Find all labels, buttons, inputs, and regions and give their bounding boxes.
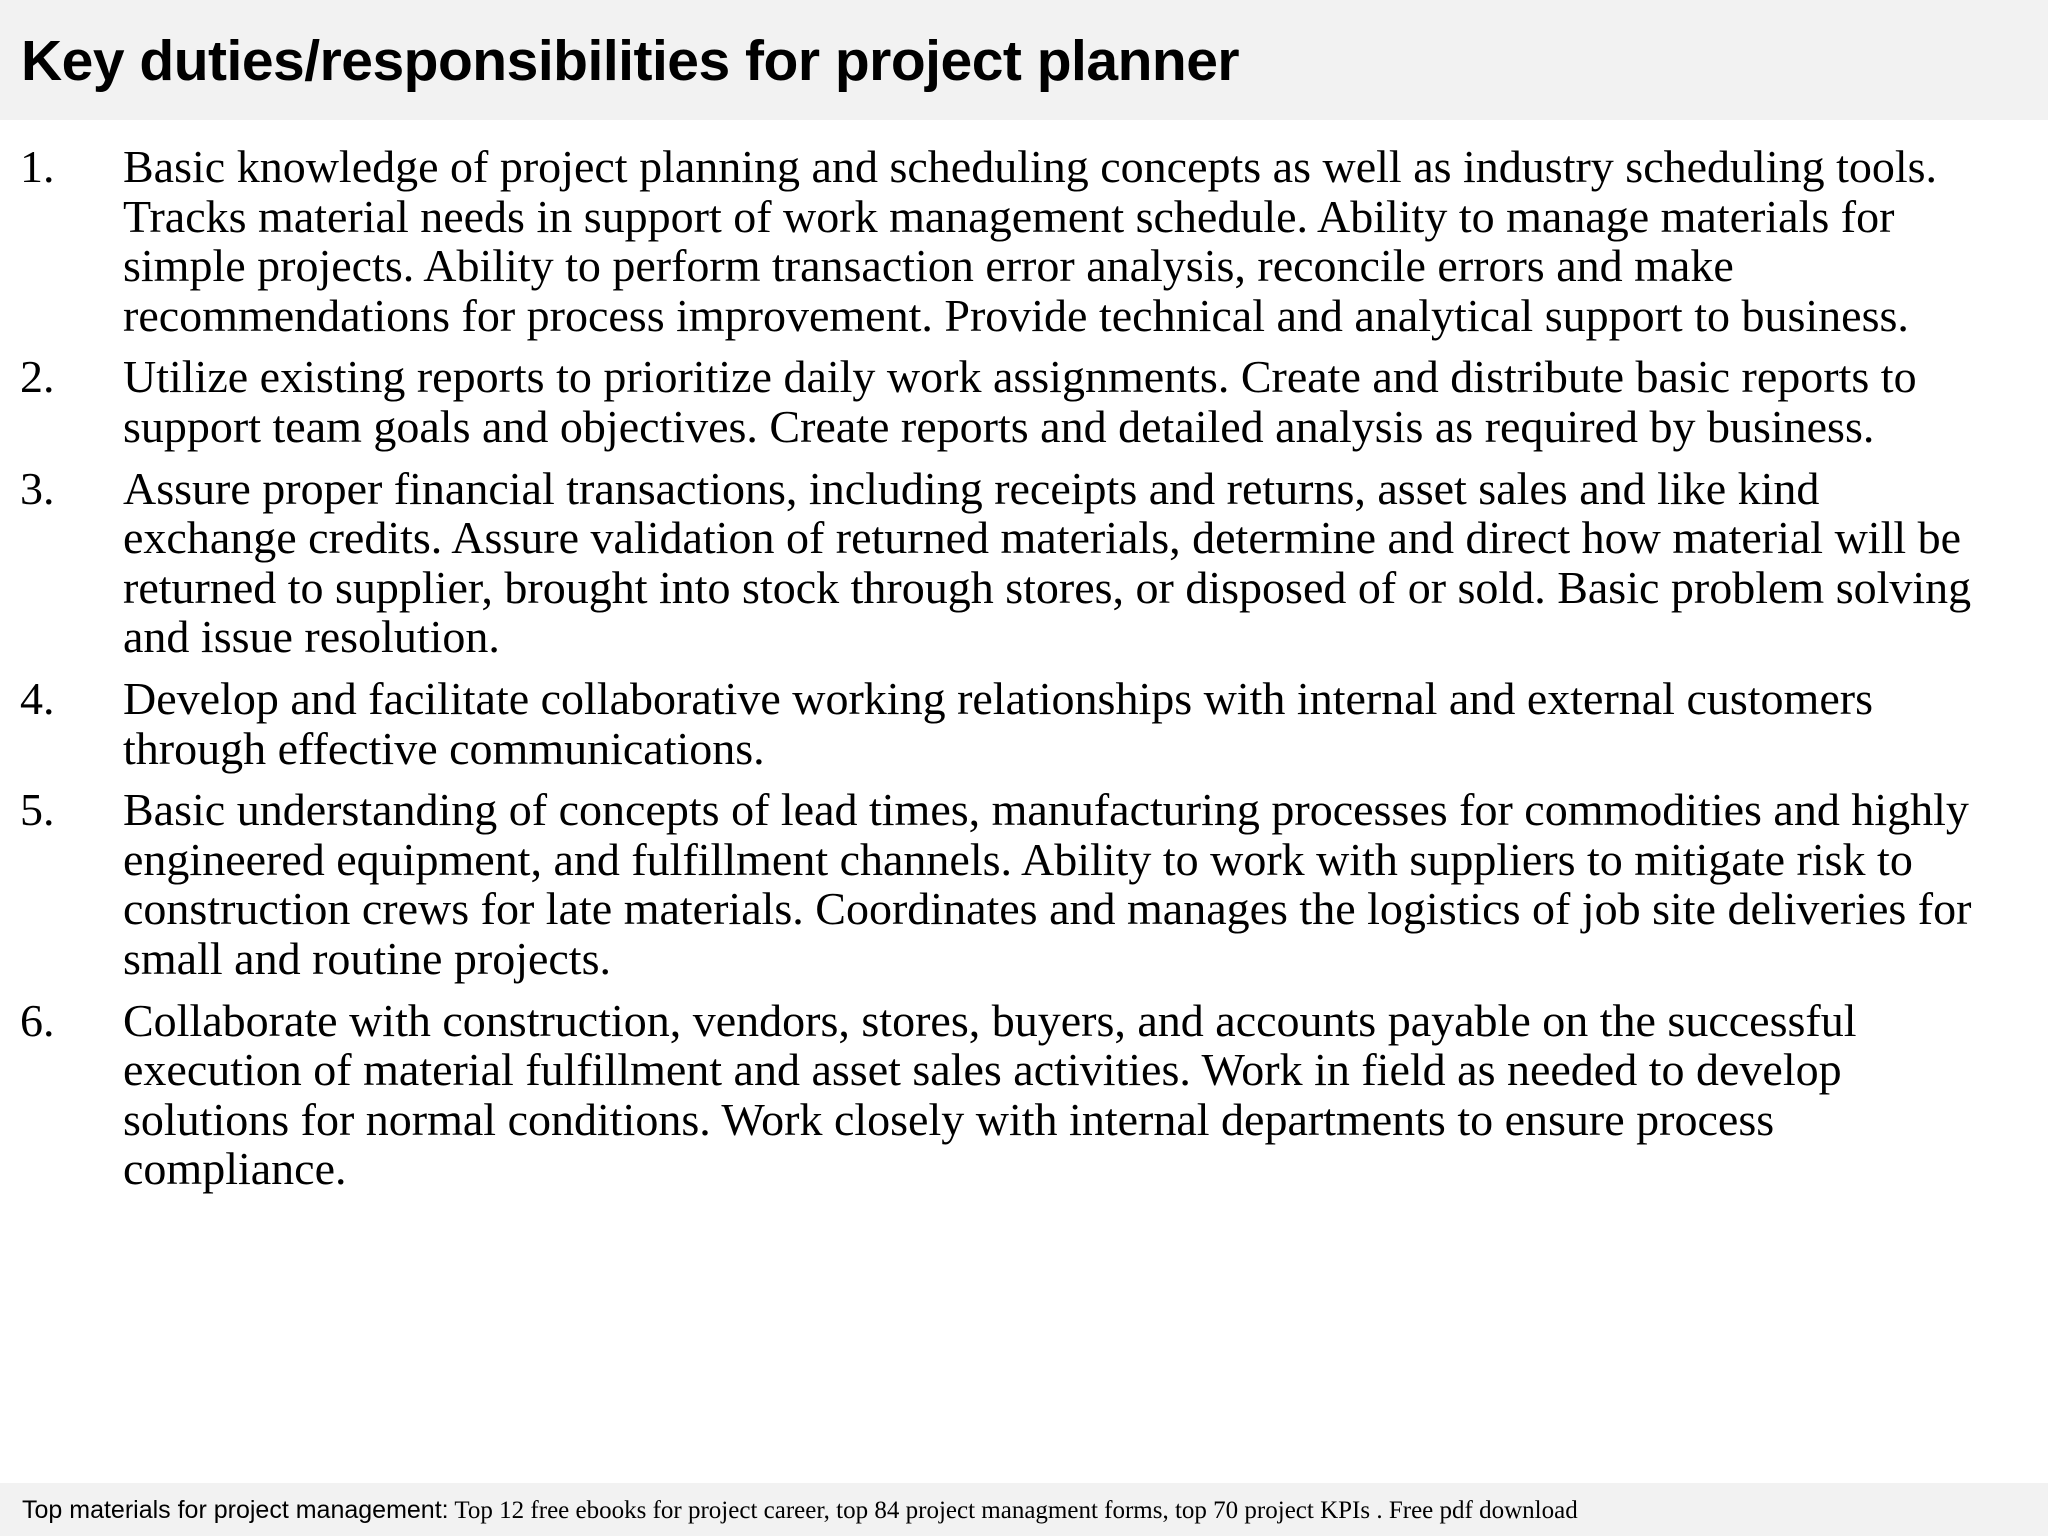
footer-text: Top 12 free ebooks for project career, top 84 project managment forms, top 70 project KPIs . Free pdf download	[448, 1497, 1578, 1524]
footer	[22, 1494, 1578, 1527]
title-bar	[0, 0, 2048, 120]
footer-label: Top materials for project management:	[22, 1496, 449, 1524]
list-item-text: Basic knowledge of project planning and scheduling concepts as well as industry scheduling tools. Tracks material needs in support of work management schedule. Ability to manage materials for simple projects. Ability to perform transaction error analysis, reconcile errors and make recommendations for process improvement. Provide technical and analytical support to business.	[123, 141, 1938, 341]
list-item	[0, 464, 2048, 662]
list-item-number: 2.	[20, 351, 55, 403]
list-item-number: 4.	[20, 672, 55, 724]
list-item-number: 5.	[20, 784, 55, 836]
duty-list	[0, 142, 2048, 1206]
list-item-number: 3.	[20, 462, 55, 514]
slide-title: Key duties/responsibilities for project planner	[21, 29, 1240, 93]
list-item	[0, 352, 2048, 451]
list-item-text: Assure proper financial transactions, including receipts and returns, asset sales and like kind exchange credits. Assure validation of returned materials, determine and direct how material will be returned to supplier, brought into stock through stores, or disposed of or sold. Basic problem solving and issue resolution.	[123, 462, 1972, 663]
list-item-text: Utilize existing reports to prioritize daily work assignments. Create and distribute basic reports to support team goals and objectives. Create reports and detailed analysis as required by business.	[123, 351, 1917, 452]
list-item	[0, 674, 2048, 773]
list-item-text: Collaborate with construction, vendors, stores, buyers, and accounts payable on the successful execution of material fulfillment and asset sales activities. Work in field as needed to develop solutions for normal conditions. Work closely with internal departments to ensure process compliance.	[123, 994, 1857, 1195]
list-item-number: 1.	[20, 141, 55, 192]
list-item	[0, 996, 2048, 1194]
list-item-text: Develop and facilitate collaborative working relationships with internal and external customers through effective communications.	[123, 672, 1873, 774]
list-item-number: 6.	[20, 994, 55, 1046]
list-item	[0, 785, 2048, 983]
list-item	[0, 142, 2048, 340]
list-item-text: Basic understanding of concepts of lead times, manufacturing processes for commodities and highly engineered equipment, and fulfillment channels. Ability to work with suppliers to mitigate risk to construction crews for late materials. Coordinates and manages the logistics of job site deliveries for small and routine projects.	[123, 784, 1972, 984]
